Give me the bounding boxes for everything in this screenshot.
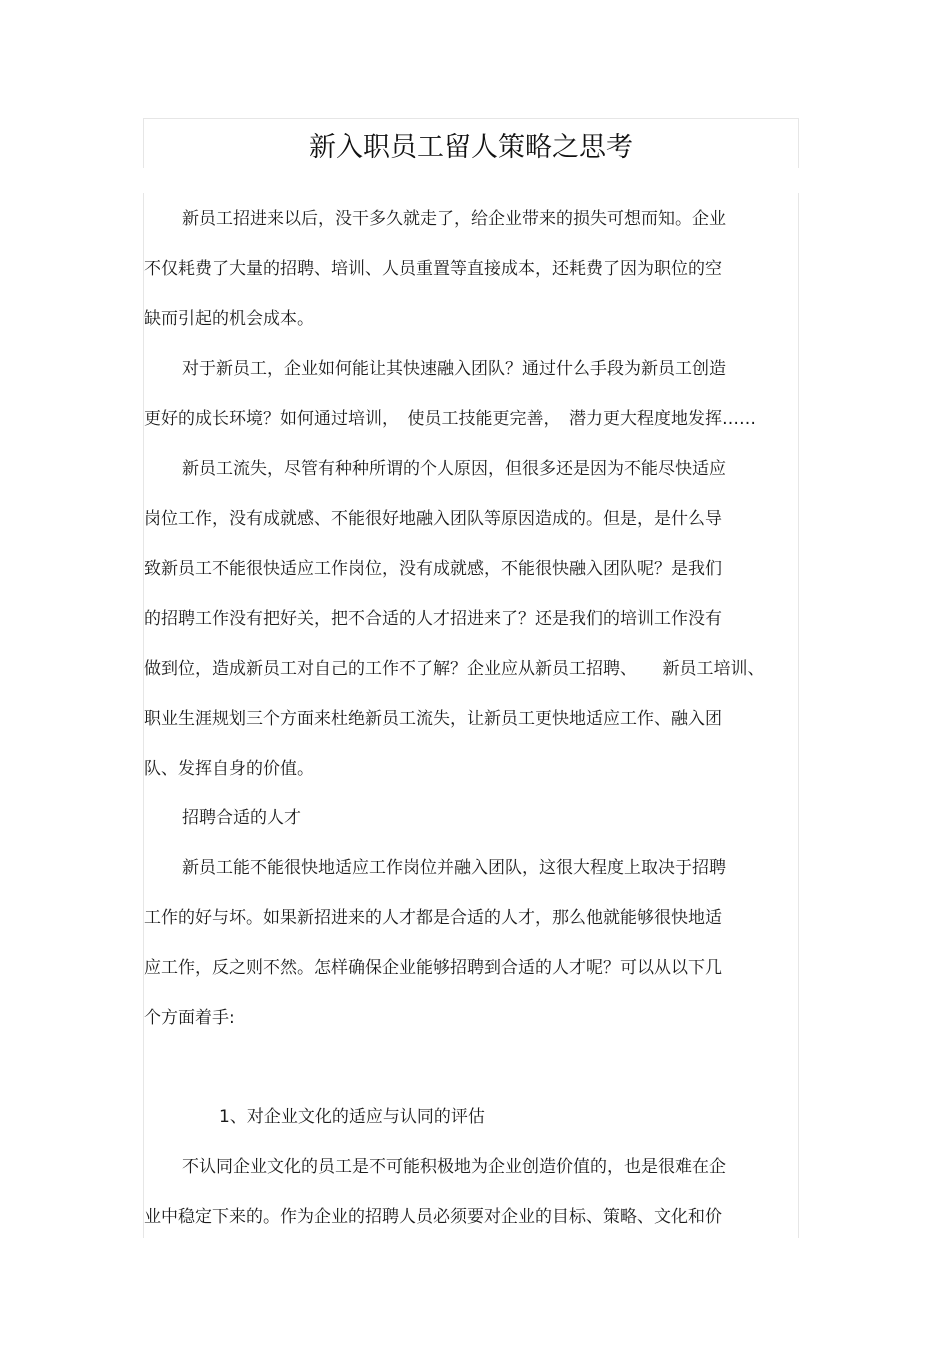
- paragraph-line: 个方面着手:: [144, 1008, 235, 1028]
- paragraph-line: 新员工能不能很快地适应工作岗位并融入团队，这很大程度上取决于招聘: [182, 858, 726, 878]
- paragraph-line: 做到位，造成新员工对自己的工作不了解？企业应从新员工招聘、 新员工培训、: [144, 659, 765, 679]
- paragraph-line: 职业生涯规划三个方面来杜绝新员工流失，让新员工更快地适应工作、融入团: [144, 709, 722, 729]
- paragraph-line: 更好的成长环境？如何通过培训， 使员工技能更完善， 潜力更大程度地发挥……: [144, 409, 756, 429]
- paragraph-line: 缺而引起的机会成本。: [144, 309, 314, 329]
- paragraph-line: 新员工招进来以后，没干多久就走了，给企业带来的损失可想而知。企业: [182, 209, 726, 229]
- section-heading: 招聘合适的人才: [182, 808, 301, 828]
- paragraph-line: 应工作，反之则不然。怎样确保企业能够招聘到合适的人才呢？可以从以下几: [144, 958, 722, 978]
- document-title: 新入职员工留人策略之思考: [309, 132, 633, 163]
- paragraph-line: 对于新员工，企业如何能让其快速融入团队？通过什么手段为新员工创造: [182, 359, 726, 379]
- paragraph-line: 队、发挥自身的价值。: [144, 759, 314, 779]
- paragraph-line: 致新员工不能很快适应工作岗位，没有成就感，不能很快融入团队呢？是我们: [144, 559, 722, 579]
- paragraph-line: 岗位工作，没有成就感、不能很好地融入团队等原因造成的。但是，是什么导: [144, 509, 722, 529]
- subsection-heading: 1、对企业文化的适应与认同的评估: [219, 1107, 485, 1127]
- paragraph-line: 不认同企业文化的员工是不可能积极地为企业创造价值的，也是很难在企: [182, 1157, 726, 1177]
- paragraph-line: 工作的好与坏。如果新招进来的人才都是合适的人才，那么他就能够很快地适: [144, 908, 722, 928]
- paragraph-line: 新员工流失，尽管有种种所谓的个人原因，但很多还是因为不能尽快适应: [182, 459, 726, 479]
- paragraph-line: 的招聘工作没有把好关，把不合适的人才招进来了？还是我们的培训工作没有: [144, 609, 722, 629]
- paragraph-line: 业中稳定下来的。作为企业的招聘人员必须要对企业的目标、策略、文化和价: [144, 1207, 722, 1227]
- paragraph-line: 不仅耗费了大量的招聘、培训、人员重置等直接成本，还耗费了因为职位的空: [144, 259, 722, 279]
